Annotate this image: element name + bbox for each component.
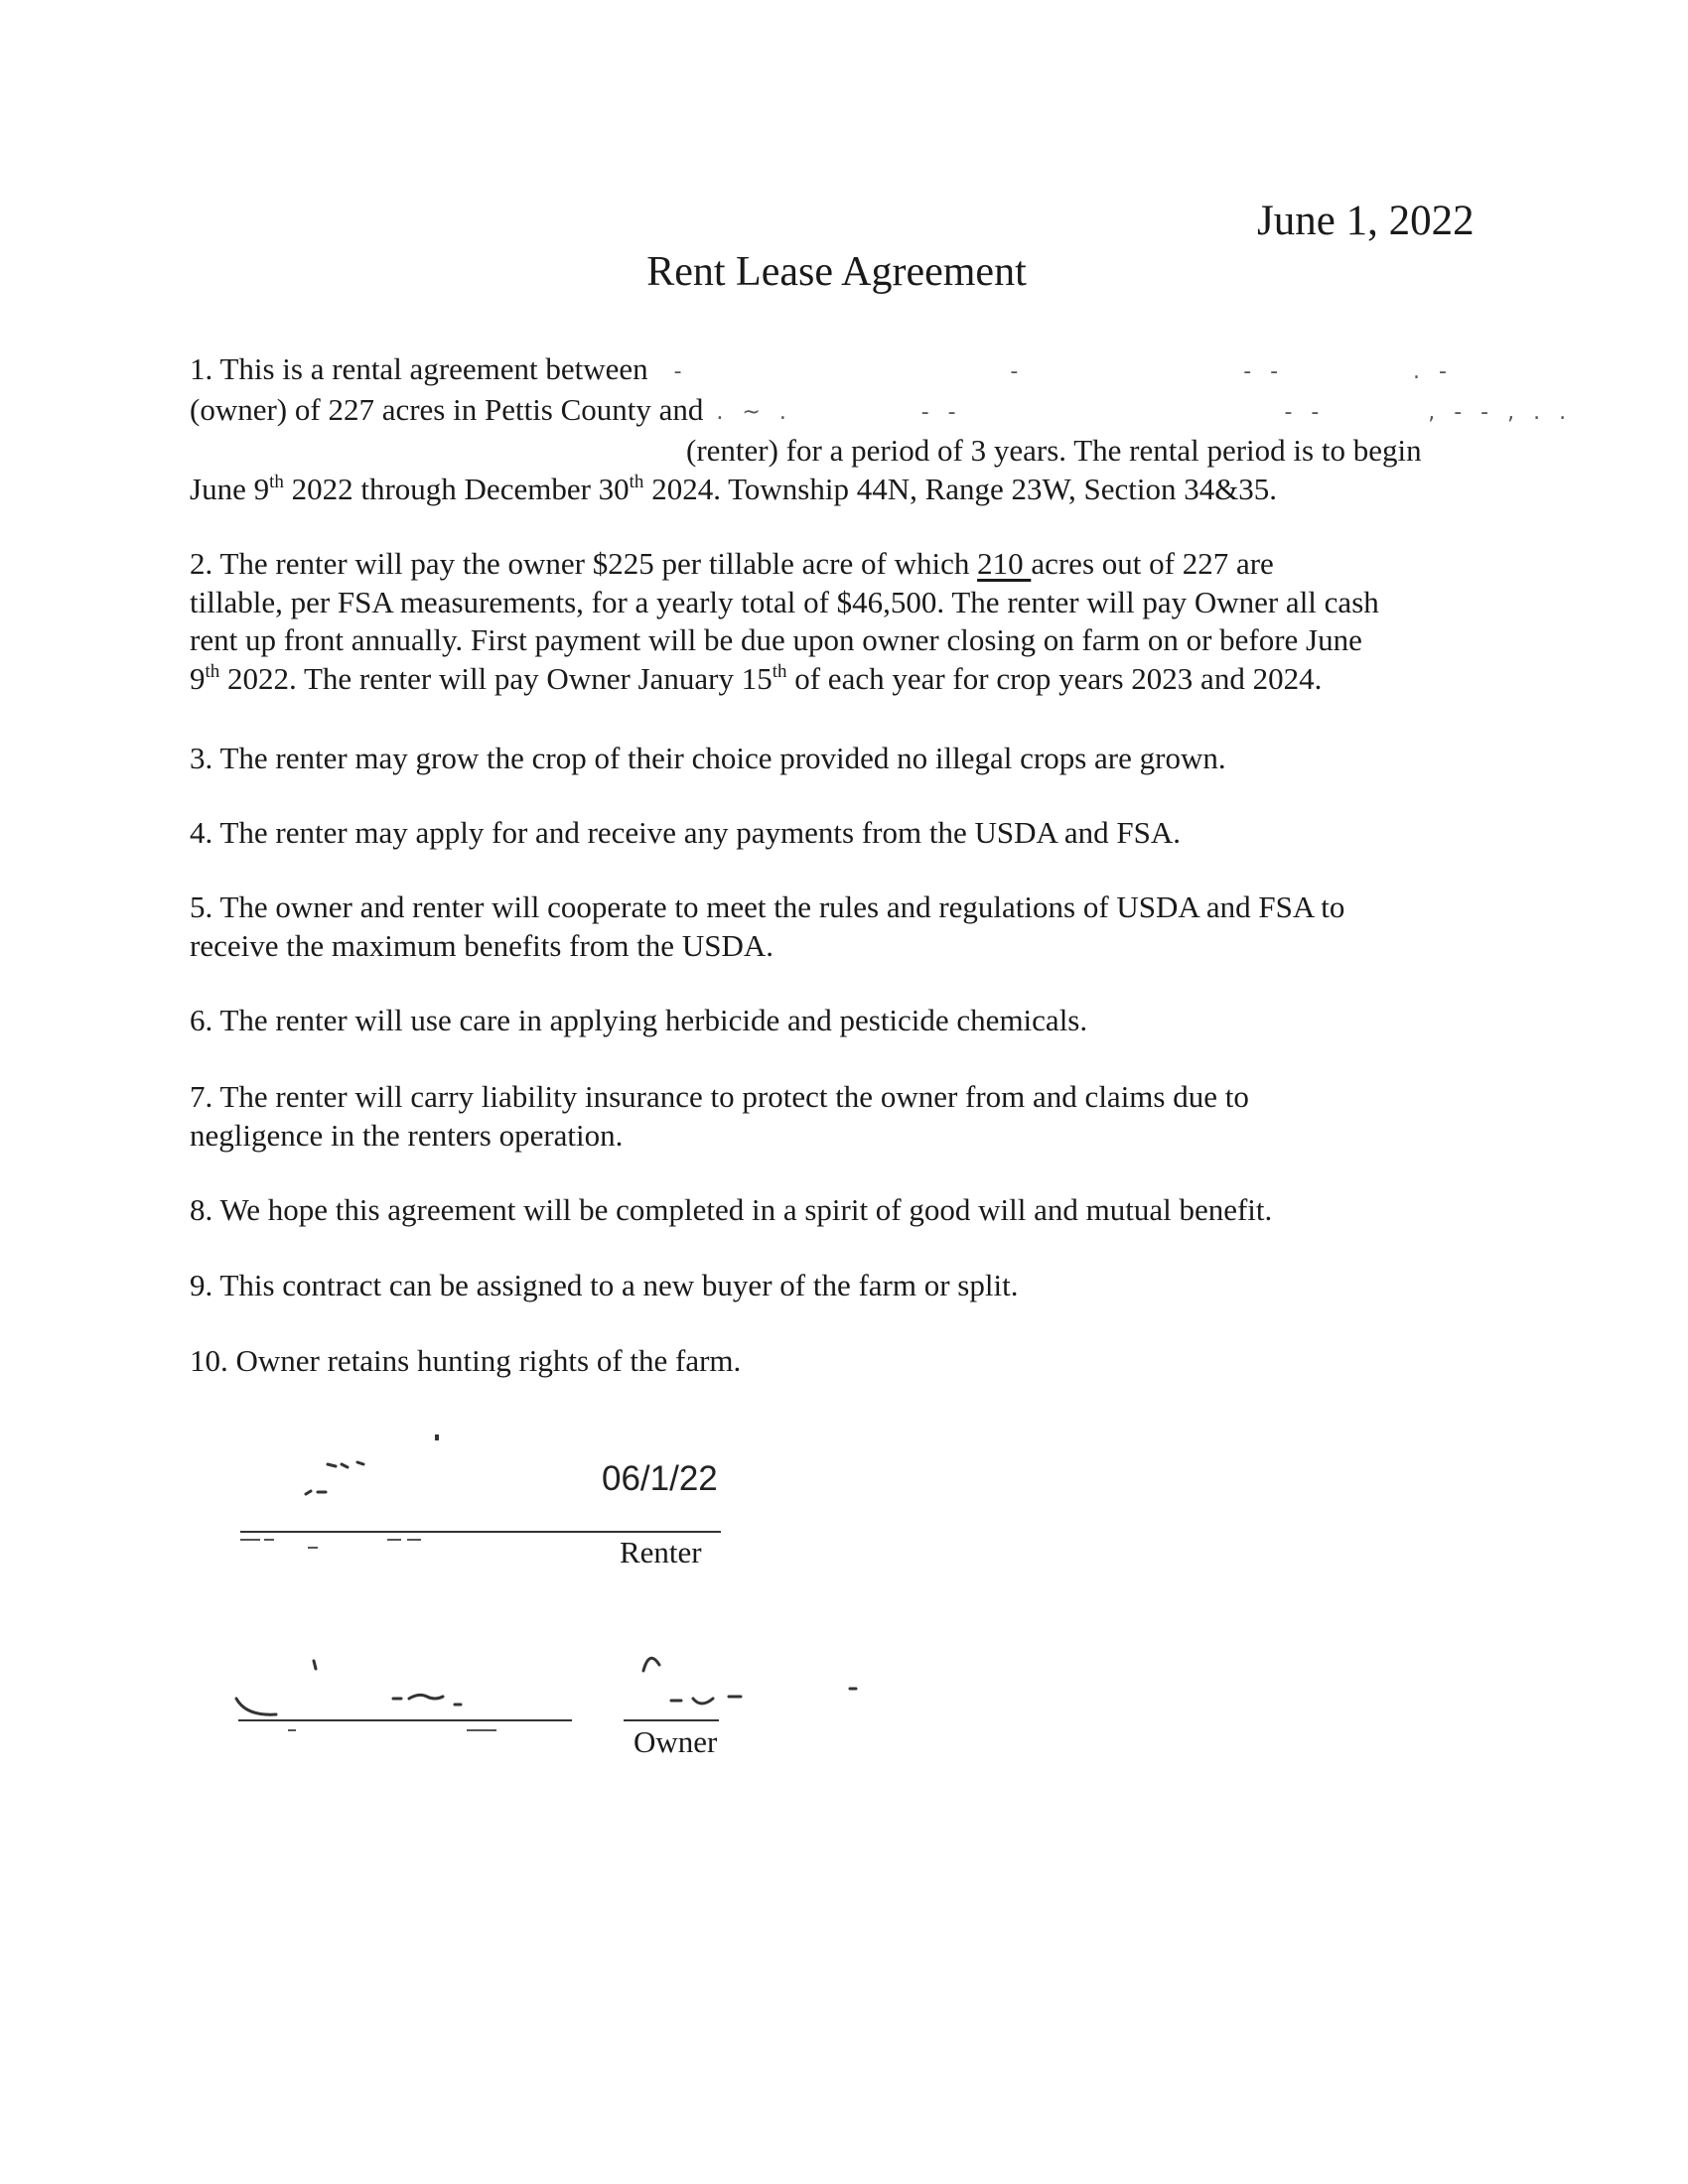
document-title: Rent Lease Agreement: [646, 249, 1027, 295]
clause-4: 4. The renter may apply for and receive any payments from the USDA and FSA.: [190, 815, 1182, 850]
clause-1: [190, 350, 1573, 508]
clause-2-line-4: 9th 2022. The renter will pay Owner January 15th of each year for crop years 2023 and 2024.: [190, 660, 1323, 696]
document-date: June 1, 2022: [1257, 198, 1475, 244]
clause-5: 5. The owner and renter will cooperate to meet the rules and regulations of USDA and FSA to receive the maximum benefits from the USDA.: [190, 889, 1345, 963]
clause-10: 10. Owner retains hunting rights of the farm.: [190, 1343, 742, 1378]
redacted-text: . ~ . - - - - , - - , . .: [703, 399, 1573, 425]
renter-label: Renter: [620, 1535, 702, 1570]
tillable-acres-value: 210: [977, 546, 1032, 581]
clause-1-line-2: (owner) of 227 acres in Pettis County and . ~ . - - - - , - - , . .: [190, 391, 1500, 432]
clause-2-line-2: tillable, per FSA measurements, for a yearly total of $46,500. The renter will pay Owner all cash: [190, 584, 1379, 619]
owner-signature-line-right: [624, 1719, 719, 1721]
owner-label: Owner: [633, 1724, 718, 1759]
clause-7: 7. The renter will carry liability insurance to protect the owner from and claims due to negligence in the renters operation.: [190, 1079, 1249, 1153]
clause-1-line-3: (renter) for a period of 3 years. The rental period is to begin: [686, 433, 1422, 469]
renter-signature-date: 06/1/22: [602, 1459, 718, 1498]
renter-signature-line: [240, 1531, 721, 1533]
owner-printed-name-remnant: [278, 1724, 536, 1744]
clause-6: 6. The renter will use care in applying herbicide and pesticide chemicals.: [190, 1003, 1088, 1037]
renter-signature-marks: [298, 1425, 477, 1504]
clause-2: [190, 545, 1500, 698]
owner-signature-line: [238, 1719, 572, 1721]
clause-2-line-1: 2. The renter will pay the owner $225 per tillable acre of which 210 acres out of 227 are: [190, 546, 1274, 581]
renter-printed-name-remnant: [238, 1534, 516, 1564]
clause-1-line-4: June 9th 2022 through December 30th 2024. Township 44N, Range 23W, Section 34&35.: [190, 471, 1278, 506]
clause-8: 8. We hope this agreement will be completed in a spirit of good will and mutual benefit.: [190, 1192, 1273, 1227]
redacted-text: - - - - . -: [647, 358, 1453, 384]
clause-2-line-3: rent up front annually. First payment will be due upon owner closing on farm on or before June: [190, 622, 1362, 657]
clause-1-line-1: 1. This is a rental agreement between - - - - . -: [190, 350, 1500, 391]
clause-3: 3. The renter may grow the crop of their choice provided no illegal crops are grown.: [190, 741, 1226, 775]
clause-9: 9. This contract can be assigned to a new buyer of the farm or split.: [190, 1268, 1019, 1302]
